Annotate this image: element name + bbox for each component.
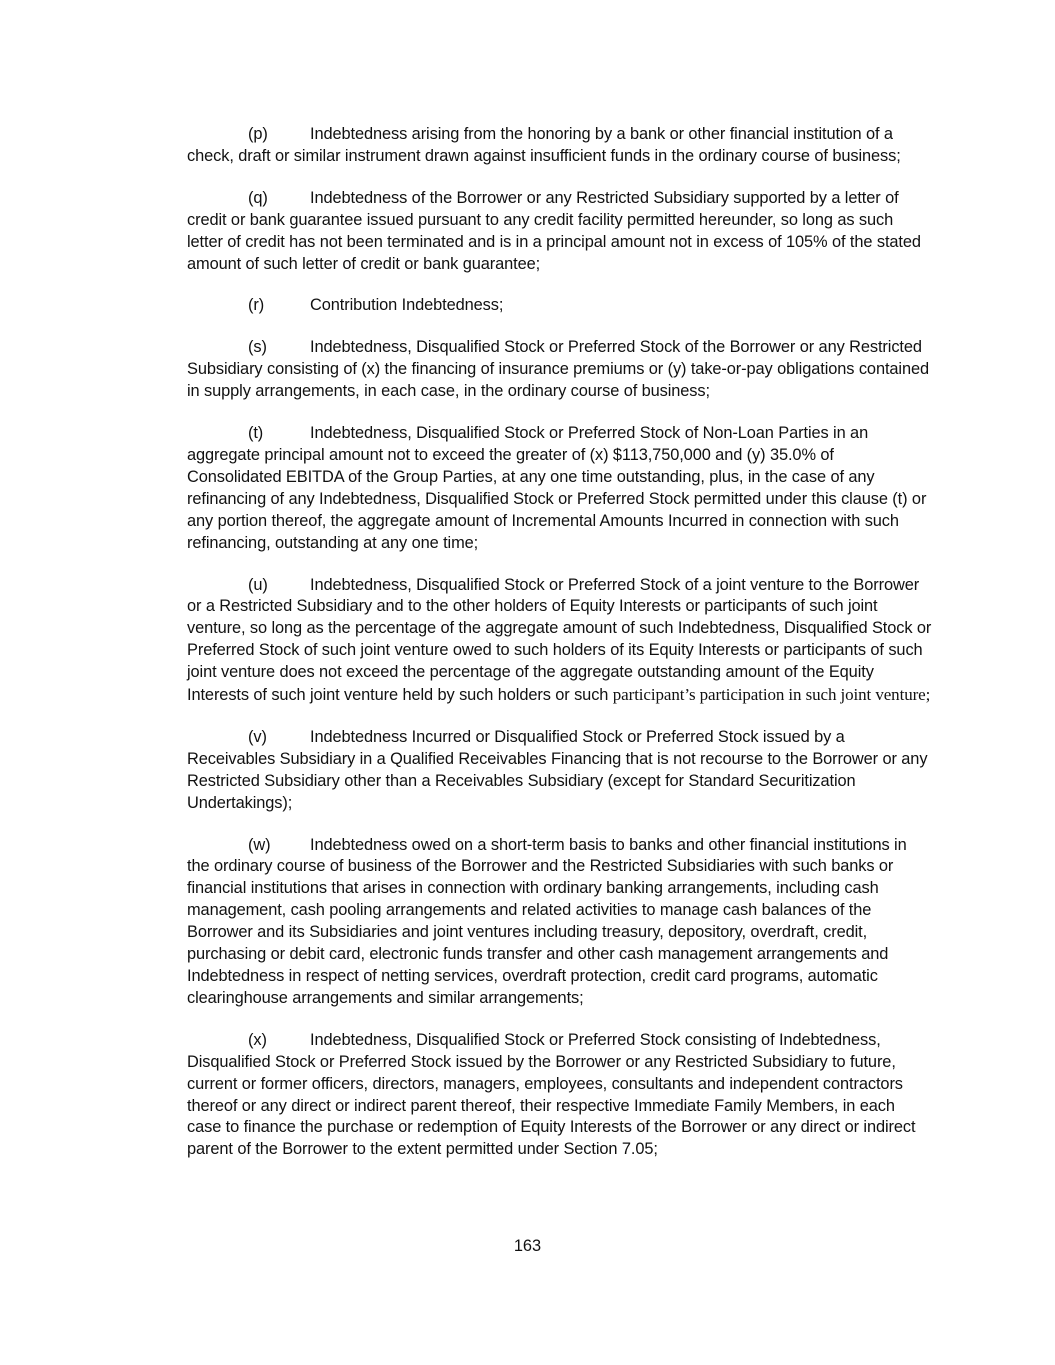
clause-text: Indebtedness of the Borrower or any Restricted Subsidiary supported by a letter of credit or bank guarantee issued pursuant to any credit facility permitted hereunder, so long as such letter of credit has not been terminated and is in a principal amount not in excess of 105% of the stated amount of such letter of credit or bank guarantee; xyxy=(187,188,921,273)
clause-text: Indebtedness, Disqualified Stock or Preferred Stock of the Borrower or any Restricted Subsidiary consisting of (x) the financing of insurance premiums or (y) take-or-pay obligations contained in supply arrangements, in each case, in the ordinary course of business; xyxy=(187,338,930,401)
clause-r xyxy=(187,295,932,317)
clause-w xyxy=(187,835,932,1010)
clause-label: (p) xyxy=(248,125,268,143)
clause-u xyxy=(187,575,932,707)
clause-text: Indebtedness Incurred or Disqualified Stock or Preferred Stock issued by a Receivables Subsidiary in a Qualified Receivables Financing that is not recourse to the Borrower or any Restricted Subsidiary other than a Receivables Subsidiary (except for Standard Securitization Undertakings); xyxy=(187,727,928,812)
clause-text: Indebtedness, Disqualified Stock or Preferred Stock consisting of Indebtedness, Disqualified Stock or Preferred Stock issued by the Borrower or any Restricted Subsidiary to future, current or former officers, directors, managers, employees, consultants and independent contractors thereof or any direct or indirect parent thereof, their respective Immediate Family Members, in each case to finance the purchase or redemption of Equity Interests of the Borrower or any direct or indirect parent of the Borrower to the extent permitted under Section 7.05; xyxy=(187,1030,916,1159)
document-body xyxy=(187,124,932,1181)
clause-label: (u) xyxy=(248,575,268,594)
page-number: 163 xyxy=(513,1237,542,1255)
clause-label: (r) xyxy=(248,296,265,315)
clause-p xyxy=(187,124,932,168)
clause-v xyxy=(187,727,932,815)
clause-label: (x) xyxy=(248,1030,267,1049)
clause-q xyxy=(187,188,932,276)
clause-label: (s) xyxy=(248,338,267,357)
clause-label: (v) xyxy=(248,727,267,746)
clause-label: (t) xyxy=(248,424,264,443)
clause-text: Indebtedness, Disqualified Stock or Preferred Stock of Non-Loan Parties in an aggregate principal amount not to exceed the greater of (x) $113,750,000 and (y) 35.0% of Consolidated EBITDA of the Group Parties, at any one time outstanding, plus, in the case of any refinancing of any Indebtedness, Disqualified Stock or Preferred Stock permitted under this clause (t) or any portion thereof, the aggregate amount of Incremental Amounts Incurred in connection with such refinancing, outstanding at any one time; xyxy=(187,424,927,552)
clause-text: Indebtedness, Disqualified Stock or Preferred Stock of a joint venture to the Borrower or a Restricted Subsidiary and to the other holders of Equity Interests or participants of such joint venture, so long as the percentage of the aggregate amount of such Indebtedness, Disqualified Stock or Preferred Stock of such joint venture owed to such holders of its Equity Interests or participants of such joint venture does not exceed the percentage of the aggregate outstanding amount of the Equity Interests of such joint venture held by such holders or such xyxy=(187,575,932,705)
clause-label: (q) xyxy=(248,188,268,207)
clause-text: Indebtedness arising from the honoring by a bank or other financial institution of a check, draft or similar instrument drawn against insufficient funds in the ordinary course of business; xyxy=(187,125,901,165)
clause-x xyxy=(187,1030,932,1161)
clause-text: Indebtedness owed on a short-term basis to banks and other financial institutions in the ordinary course of business of the Borrower and the Restricted Subsidiaries with such banks or financial institutions that arises in connection with ordinary banking arrangements, including cash management, cash pooling arrangements and related activities to manage cash balances of the Borrower and its Subsidiaries and joint ventures including treasury, depository, overdraft, credit, purchasing or debit card, electronic funds transfer and other cash management arrangements and Indebtedness in respect of netting services, overdraft protection, credit card programs, automatic clearinghouse arrangements and similar arrangements; xyxy=(187,835,907,1007)
clause-text-tail: participant’s participation in such joint venture; xyxy=(612,685,931,705)
clause-label: (w) xyxy=(248,835,271,854)
clause-text: Contribution Indebtedness; xyxy=(310,296,504,315)
clause-t xyxy=(187,423,932,554)
clause-s xyxy=(187,337,932,403)
